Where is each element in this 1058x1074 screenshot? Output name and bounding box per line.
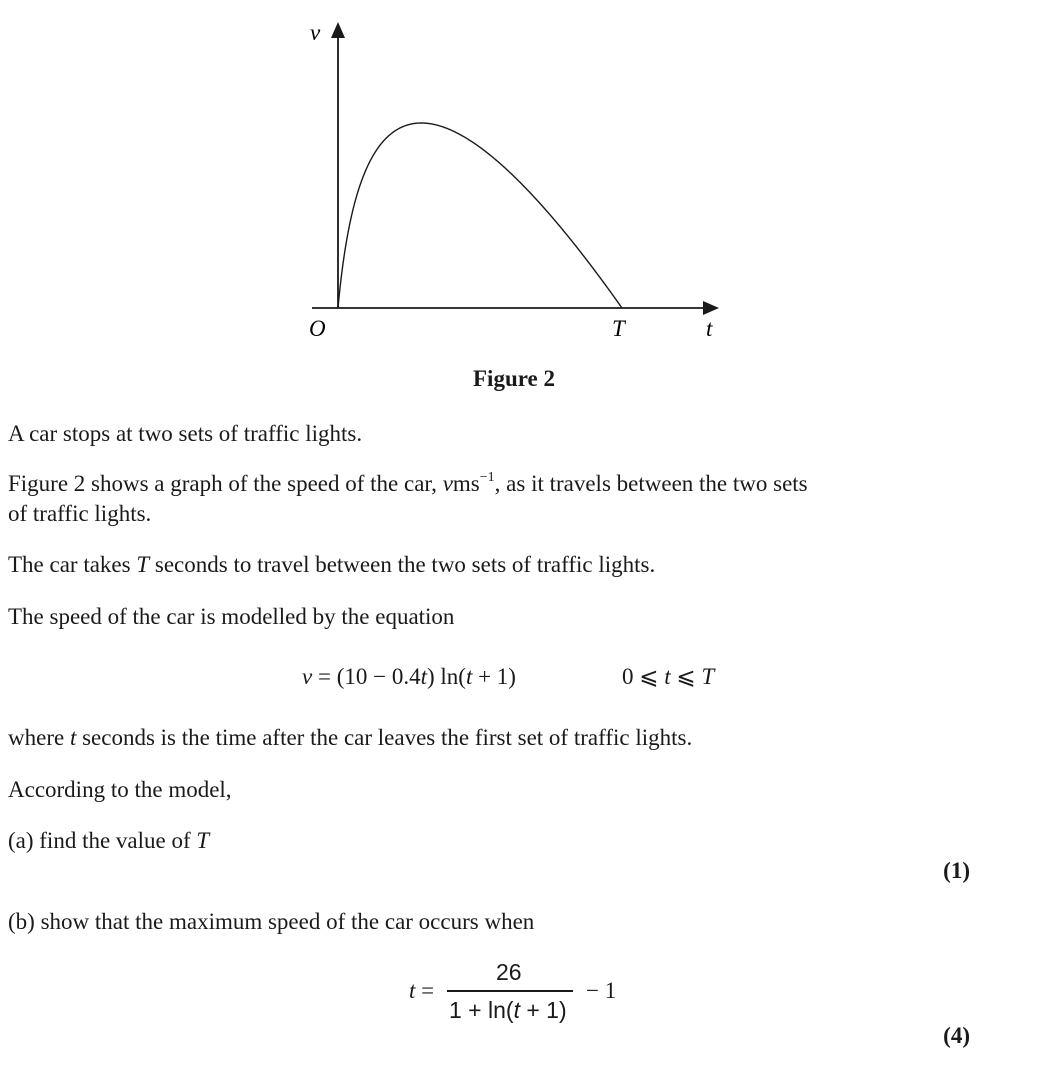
qa-T: T xyxy=(196,828,210,853)
p2-text-b: , as it travels between the two sets xyxy=(494,471,808,496)
model-equation xyxy=(302,662,516,692)
qb-den-a: 1 + ln( xyxy=(449,997,514,1023)
figure-caption: Figure 2 xyxy=(473,366,555,391)
qb-numerator: 26 xyxy=(496,959,522,985)
eq-t2: t xyxy=(465,664,473,689)
question-b: (b) show that the maximum speed of the car occurs when xyxy=(8,909,535,934)
v-axis-arrow xyxy=(331,22,345,38)
p5-text-b: seconds is the time after the car leaves the first set of traffic lights. xyxy=(76,725,693,750)
qb-den-b: + 1) xyxy=(519,997,567,1023)
t-axis-arrow xyxy=(703,301,719,315)
p3-text-b: seconds to travel between the two sets of traffic lights. xyxy=(149,552,656,577)
question-b-marks: (4) xyxy=(943,1023,970,1048)
eq-v: v xyxy=(302,664,313,689)
eq-t1: t xyxy=(420,664,427,689)
origin-label: O xyxy=(309,316,326,341)
question-a xyxy=(8,826,209,856)
eq-end: + 1) xyxy=(472,664,516,689)
paragraph-4: The speed of the car is modelled by the equation xyxy=(8,604,455,629)
speed-curve xyxy=(338,123,622,308)
question-a-marks: (1) xyxy=(943,858,970,883)
fraction-bar xyxy=(447,990,573,992)
paragraph-6: According to the model, xyxy=(8,777,232,802)
paragraph-2 xyxy=(8,469,808,499)
range-a: 0 ⩽ xyxy=(622,664,665,689)
paragraph-3 xyxy=(8,550,655,580)
model-domain xyxy=(622,662,714,692)
qa-text: (a) find the value of xyxy=(8,828,197,853)
p3-text-a: The car takes xyxy=(8,552,137,577)
eq-mid: = (10 − 0.4 xyxy=(312,664,421,689)
p2-text-a: Figure 2 shows a graph of the speed of the car, xyxy=(8,471,443,496)
p2-exp: −1 xyxy=(479,470,495,485)
v-axis-label: v xyxy=(310,20,321,45)
range-t: t xyxy=(664,664,671,689)
speed-time-graph xyxy=(0,0,1058,360)
eq-mid2: ) ln( xyxy=(426,664,466,689)
p5-text-a: where xyxy=(8,725,70,750)
t-T-label: T xyxy=(612,316,625,341)
qb-lhs-eq: = xyxy=(415,978,435,1003)
range-b: ⩽ xyxy=(670,664,702,689)
p2-v: v xyxy=(442,471,453,496)
paragraph-5 xyxy=(8,723,692,753)
p3-T: T xyxy=(136,552,150,577)
p2-unit: ms xyxy=(452,471,480,496)
p5-t: t xyxy=(69,725,77,750)
paragraph-1: A car stops at two sets of traffic lights. xyxy=(8,421,363,446)
qb-den-t: t xyxy=(513,997,520,1023)
range-T: T xyxy=(701,664,715,689)
qb-minus-one: − 1 xyxy=(586,978,617,1003)
qb-lhs xyxy=(409,976,434,1006)
qb-denominator xyxy=(449,995,567,1025)
paragraph-2-line-2: of traffic lights. xyxy=(8,501,152,526)
qb-lhs-t: t xyxy=(409,978,416,1003)
t-axis-label: t xyxy=(706,316,713,341)
